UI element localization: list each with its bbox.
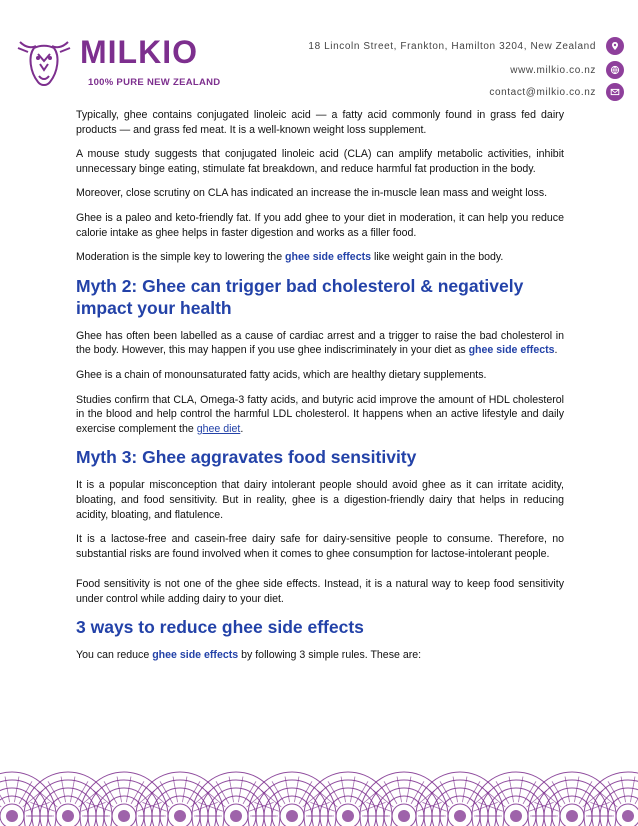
website-row	[510, 60, 624, 80]
address-row	[308, 36, 624, 56]
heading-myth-2: Myth 2: Ghee can trigger bad cholesterol & negatively impact your health	[76, 275, 524, 318]
paragraph: Ghee is a paleo and keto-friendly fat. If you add ghee to your diet in moderation, it can help you reduce calorie intake as ghee helps in faster digestion and works as a filler food.	[76, 211, 564, 239]
keyword-ghee-side-effects: ghee side effects	[468, 344, 555, 357]
paragraph: It is a popular misconception that dairy intolerant people should avoid ghee as it can irritate acidity, bloating, and food sensitivity. But in reality, ghee is a digestion-friendly dairy that helps in reducing acidity, bloating, and flatulence.	[76, 479, 564, 521]
mail-icon	[606, 83, 624, 101]
paragraph-text: You can reduce	[76, 649, 153, 662]
paragraph-text: Ghee has often been labelled as a cause of cardiac arrest and a trigger to raise the bad cholesterol in the body. However, this may happen if you use ghee indiscriminately in your diet as	[76, 329, 564, 357]
paragraph	[76, 250, 564, 265]
paragraph-text: like weight gain in the body.	[371, 251, 504, 264]
paragraph-text: .	[554, 344, 558, 357]
paragraph: A mouse study suggests that conjugated linoleic acid (CLA) can amplify metabolic activities, inhibit unnecessary binge eating, stimulate fat breakdown, and reduce harmful fat production in the body.	[76, 148, 564, 175]
keyword-ghee-side-effects: ghee side effects	[152, 649, 239, 662]
brand-name: MILKIO	[80, 34, 198, 70]
mandala-footer-border	[0, 768, 638, 826]
email-row	[489, 82, 624, 102]
heading-3-ways: 3 ways to reduce ghee side effects	[76, 617, 364, 638]
ghee-diet-link[interactable]: ghee diet	[196, 422, 241, 435]
keyword-ghee-side-effects: ghee side effects	[285, 251, 372, 264]
paragraph-text: .	[240, 422, 244, 435]
paragraph: It is a lactose-free and casein-free dairy safe for dairy-sensitive people to consume. Therefore, no substantial risks are found involved when it comes to ghee consumption for lactose-intolerant people.	[76, 533, 564, 560]
letterhead	[0, 0, 638, 100]
address-text: 18 Lincoln Street, Frankton, Hamilton 3204, New Zealand	[308, 40, 596, 52]
location-pin-icon	[606, 37, 624, 55]
website-link[interactable]: www.milkio.co.nz	[510, 64, 596, 76]
paragraph	[76, 393, 564, 437]
paragraph-text: Studies confirm that CLA, Omega-3 fatty acids, and butyric acid improve the amount of HDL cholesterol in the blood and help control the harmful LDL cholesterol. It happens when an active lifestyle and daily exercise complement the	[76, 393, 564, 435]
article-body	[76, 108, 564, 673]
paragraph	[76, 648, 564, 663]
paragraph-text: by following 3 simple rules. These are:	[238, 649, 422, 662]
paragraph: Food sensitivity is not one of the ghee side effects. Instead, it is a natural way to keep food sensitivity under control while adding dairy to your diet.	[76, 578, 564, 605]
globe-icon	[606, 61, 624, 79]
heading-myth-3: Myth 3: Ghee aggravates food sensitivity	[76, 447, 417, 468]
mandala-pattern-icon	[0, 768, 638, 826]
paragraph: Typically, ghee contains conjugated linoleic acid — a fatty acid commonly found in grass fed dairy products — and grass fed meat. It is a well-known weight loss supplement.	[76, 109, 564, 136]
paragraph: Moreover, close scrutiny on CLA has indicated an increase the in-muscle lean mass and weight loss.	[76, 187, 548, 200]
email-link[interactable]: contact@milkio.co.nz	[489, 86, 596, 98]
brand-tagline: 100% PURE NEW ZEALAND	[88, 77, 221, 88]
cow-logo-icon	[14, 34, 74, 90]
paragraph: Ghee is a chain of monounsaturated fatty acids, which are healthy dietary supplements.	[76, 368, 487, 381]
paragraph-text: Moderation is the simple key to lowering the	[76, 251, 286, 264]
paragraph	[76, 329, 564, 358]
